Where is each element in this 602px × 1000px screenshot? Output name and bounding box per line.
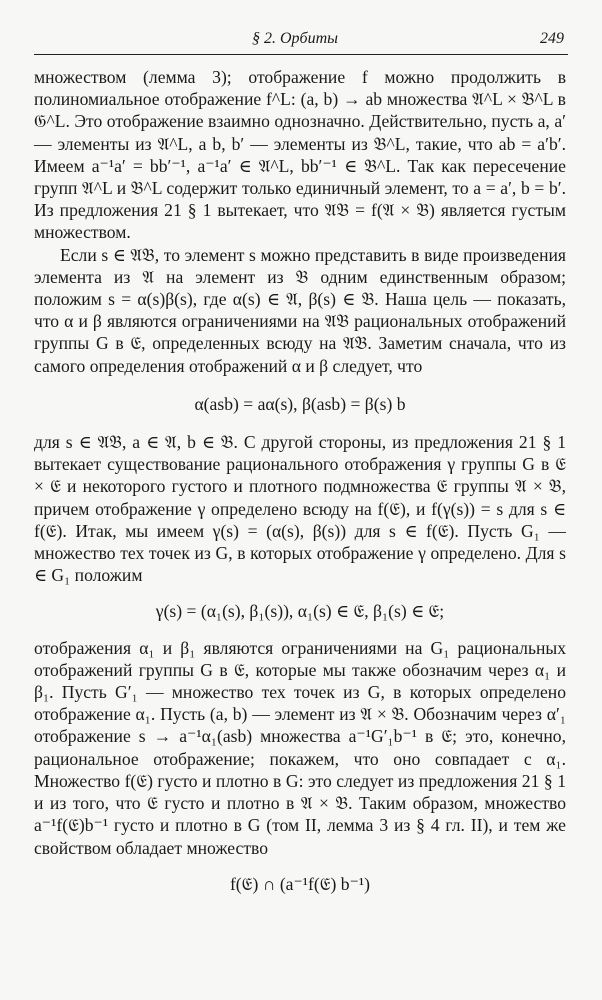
page-body [34,66,566,909]
paragraph-4: отображения α₁ и β₁ являются ограничениями на G₁ рациональных отображений группы G в 𝔈, которые мы также обозначим через α₁ и β₁. Пусть G′₁ — множество тех точек из G, в которых определено отображение α₁. Пусть (a, b) — элемент из 𝔄 × 𝔅. Обозначим через α′₁ отображение s → a⁻¹α₁(asb) множества a⁻¹G′₁b⁻¹ в 𝔈; это, конечно, рациональное отображение; покажем, что оно совпадает с α₁. Множество f(𝔈) густо и плотно в G: это следует из предложения 21 § 1 и из того, что 𝔈 густо и плотно в 𝔄 × 𝔅. Таким образом, множество a⁻¹f(𝔈)b⁻¹ густо и плотно в G (том II, лемма 3 из § 4 гл. II), и тем же свойством обладает множество [34,637,566,858]
formula-alpha-beta: α(asb) = aα(s), β(asb) = β(s) b [194,393,406,414]
paragraph-2: Если s ∈ 𝔄𝔅, то элемент s можно представить в виде произведения элемента из 𝔄 на элемент из 𝔅 одним единственным образом; положим s = α(s)β(s), где α(s) ∈ 𝔄, β(s) ∈ 𝔅. Наша цель — показать, что α и β являются ограничениями на 𝔄𝔅 рациональных отображений группы G в 𝔈, определенных всюду на 𝔄𝔅. Заметим сначала, что из самого определения отображений α и β следует, что [34,244,566,376]
running-header [34,28,568,55]
page-number: 249 [540,30,564,47]
formula-gamma: γ(s) = (α₁(s), β₁(s)), α₁(s) ∈ 𝔈, β₁(s) ∈ 𝔈; [155,601,445,622]
paragraph-1: множеством (лемма 3); отображение f можно продолжить в полиномиальное отображение f^L: (a, b) → ab множества 𝔄^L × 𝔅^L в 𝔊^L. Это отображение взаимно однозначно. Действительно, пусть a, a′ — элементы из 𝔄^L, a b, b′ — элементы из 𝔅^L, такие, что ab = a′b′. Имеем a⁻¹a′ = bb′⁻¹, a⁻¹a′ ∈ 𝔄^L, bb′⁻¹ ∈ 𝔅^L. Так как пересечение групп 𝔄^L и 𝔅^L содержит только единичный элемент, то a = a′, b = b′. Из предложения 21 § 1 вытекает, что 𝔄𝔅 = f(𝔄 × 𝔅) является густым множеством. [34,67,566,243]
paragraph-3: для s ∈ 𝔄𝔅, a ∈ 𝔄, b ∈ 𝔅. С другой стороны, из предложения 21 § 1 вытекает существование рационального отображения γ группы G в 𝔈 × 𝔈 и некоторого густого и плотного подмножества 𝔈 группы 𝔄 × 𝔅, причем отображение γ определено всюду на f(𝔈), и f(γ(s)) = s для s ∈ f(𝔈). Итак, мы имеем γ(s) = (α(s), β(s)) для s ∈ f(𝔈). Пусть G₁ — множество тех точек из G, в которых отображение γ определено. Для s ∈ G₁ положим [34,432,566,586]
running-title: § 2. Орбиты [252,30,338,47]
formula-intersection: f(𝔈) ∩ (a⁻¹f(𝔈) b⁻¹) [229,873,371,894]
